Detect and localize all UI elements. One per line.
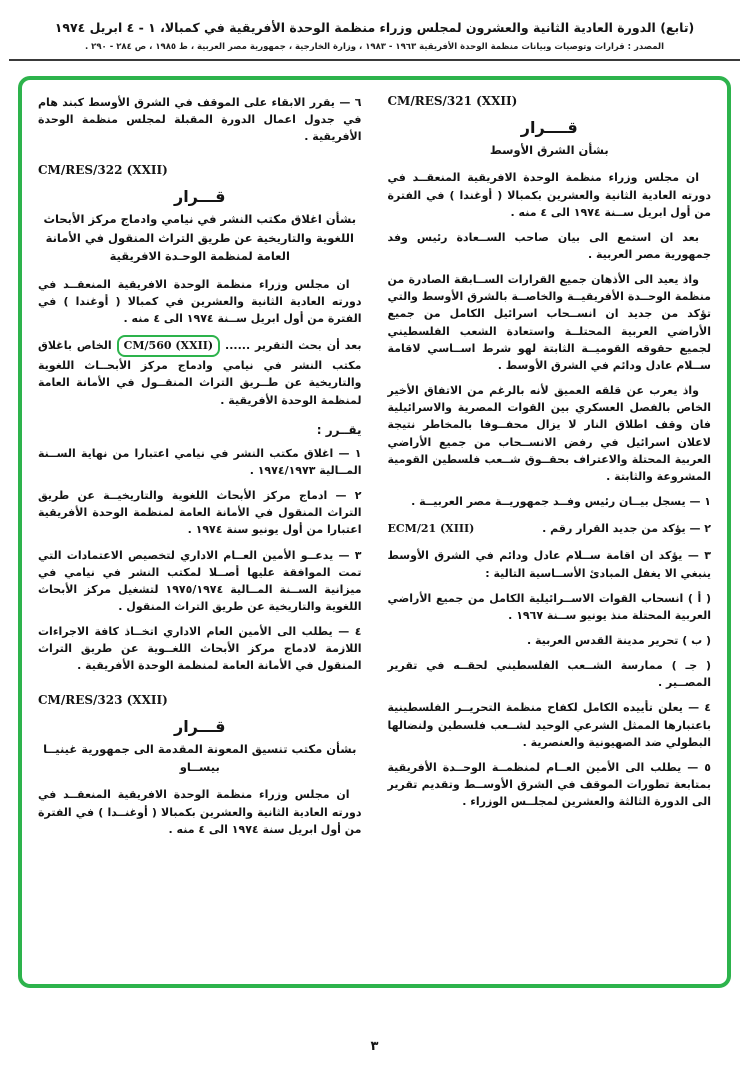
report-text-before: بعد أن بحث التقرير ...... — [225, 339, 362, 353]
source-citation: المصدر : قرارات وتوصيات وبيانات منظمة الوحدة الأفريقية ١٩٦٣ - ١٩٨٣ ، وزارة الخارجية ، جمهورية مصر العربية ، ط ١٩٨٥ ، ص ٢٨٤ - ٢٩٠ . — [84, 42, 665, 52]
res322-ref: CM/RES/322 (XXII) — [38, 163, 168, 178]
header-divider — [9, 59, 740, 61]
res321-ref: CM/RES/321 (XXII) — [387, 94, 518, 108]
res322-report-paragraph — [38, 335, 362, 409]
res322-decision-3: ٣ — يدعــو الأمين العــام الاداري لتخصيص الاعتمادات التي تمت الموافقة عليها أصــلا لمكتب النشر في نيامي في ميزانية الســنة المــالية ١٩٧٥/١٩٧٤ لتشغيل مركز الأبحاث اللغوية والتاريخية عن طريق التراث المنقول . — [38, 548, 362, 613]
res322-decision-2: ٢ — ادماج مركز الأبحاث اللغوية والتاريخيــة عن طريق التراث المنقول في الأمانة العامة لمنظمة الوحدة الأفريقية اعتبارا من أول يونيو سنة ١٩٧٤ . — [38, 489, 362, 537]
res321-item-3a: ( أ ) انسحاب القوات الاســرائيلية الكامل من جميع الأراضي العربية المحتلة منذ يونيو ســنة ١٩٦٧ . — [387, 591, 711, 622]
res321-concern-paragraph: واذ يعرب عن قلقه العميق لأنه بالرغم من الاتفاق الأخير الخاص بالفصل العسكري بين القوات المصرية والاسرائيلية فان وقف اطلاق النار لا يزال محفــوفا بالمخاطر نتيجة لاعلان اسرائيل في رفض الانســحاب من جميع الأراضي العربية المحتلة والاعتراف بحقــوق شــعب فلسطين القومية المشروعة والثابتة . — [387, 384, 711, 483]
ecm21-ref: ECM/21 (XIII) — [387, 522, 475, 536]
res321-item-5: ٥ — يطلب الى الأمين العــام لمنظمــة الوحــدة الأفريقية بمتابعة تطورات الموقف في الشرق الأوســط وتقديم تقرير الى الدورة الثالثة والعشرين لمجلــس الوزراء . — [387, 760, 711, 809]
res322-intro-paragraph: ان مجلس وزراء منظمة الوحدة الافريقية المنعقــد في دورته العادية الثانية والعشرين في كمبالا ( أوغندا ) في الفترة من أول ابريل ســنة ١٩٧٤ الى ٤ منه . — [38, 277, 362, 325]
res322-title: قـــرار — [173, 187, 226, 207]
right-column — [388, 94, 712, 846]
two-column-layout — [38, 94, 711, 846]
res321-item-3: ٣ — يؤكد ان اقامة ســلام عادل ودائم في الشرق الأوسط ينبغي الا يغفل المبادئ الأســاسية التالية : — [387, 549, 711, 580]
cm560-ref-highlight: CM/560 (XXII) — [117, 335, 221, 357]
item2-arabic-text: ٢ — يؤكد من جديد القرار رقم . — [542, 522, 711, 536]
res321-item-4: ٤ — يعلن تأييده الكامل لكفاح منظمة التحريــر الفلسطينية باعتبارها الممثل الشرعي الوحيد لشــعب فلسطين ولنضالها البطولي ضد الصهيونية والعنصرية . — [387, 701, 711, 749]
res321-item-6: ٦ — يقرر الابقاء على الموقف في الشرق الأوسط كبند هام في جدول اعمال الدورة المقبلة لمجلس منظمة الوحدة الأفريقية . — [38, 96, 362, 144]
res322-decision-1: ١ — اغلاق مكتب النشر في نيامي اعتبارا من نهاية الســنة المــالية ١٩٧٤/١٩٧٣ . — [38, 446, 362, 477]
page-footer — [0, 1035, 749, 1054]
res323-subtitle: بشأن مكتب تنسيق المعونة المقدمة الى جمهورية غينيــا بيســاو — [43, 741, 357, 774]
res322-decision-4: ٤ — يطلب الى الأمين العام الاداري اتخــاذ كافة الاجراءات اللازمة لادماج مركز الأبحاث اللغــوية عن طريق التراث المنقول في الأمانة العامة لمنظمة الوحدة الأفريقية . — [38, 625, 362, 673]
res321-title: قــــرار — [520, 118, 578, 137]
report-text-after: الخاص باغلاق مكتب النشر في نيامي وادماج مركز الأبحــاث اللغوية والتاريخية عن طــريق التراث المنقــول في الأمانة العامة لمنظمة الوحدة الأفريقية . — [38, 339, 362, 407]
res321-item-3c: ( جـ ) ممارسة الشــعب الفلسطيني لحقــه في تقرير المصــير . — [387, 659, 711, 690]
res322-decides-heading: يقــرر : — [316, 422, 362, 437]
res321-item-1: ١ — يسجل بيــان رئيس وفــد جمهوريــة مصر العربيــة . — [411, 495, 711, 509]
res323-intro-paragraph: ان مجلس وزراء منظمة الوحدة الافريقية المنعقــد في دورته العادية الثانية والعشرين بكمبالا ( أوغنــدا ) في الفترة من أول ابريل سنة ١٩٧٤ الى ٤ منه . — [38, 788, 362, 836]
session-title: (تابع) الدورة العادية الثانية والعشرون لمجلس وزراء منظمة الوحدة الأفريقية في كمبالا، ١ - ٤ ابريل ١٩٧٤ — [54, 20, 695, 35]
page-number: ٣ — [370, 1039, 379, 1054]
left-column — [38, 94, 362, 846]
res322-subtitle: بشأن اغلاق مكتب النشر في نيامي وادماج مركز الأبحاث اللغوية والتاريخية عن طريق التراث المنقول في الأمانة العامة لمنظمة الوحـدة الافريقية — [43, 212, 357, 264]
page-header — [0, 0, 749, 61]
res321-intro-paragraph: ان مجلس وزراء منظمة الوحدة الافريقية المنعقــد في دورته العادية الثانية والعشرين بكمبالا ( أوغندا ) في الفترة من أول ابريل ســنة ١٩٧٤ الى ٤ منه . — [387, 171, 711, 219]
res321-item-2 — [388, 520, 712, 537]
res321-subtitle: بشأن الشرق الأوسط — [489, 143, 609, 157]
green-border-box — [18, 76, 731, 988]
res321-recall-paragraph: واذ يعيد الى الأذهان جميع القرارات الســابقة الصادرة من منظمة الوحــدة الأفريقيــة والخاصــة بالشرق الأوسط والتي تؤكد من جديد ان انســحاب اسرائيل الكامل من جميع الأراضي العربية المحتلــة واستعادة الشعب الفلسطيني لجميع حقوقه القوميــة الثابتة لهو شرط اســاسي لاقامة ســلام عادل ودائم في الشرق الأوسط . — [387, 273, 711, 372]
res321-item-3b: ( ب ) تحرير مدينة القدس العربية . — [526, 633, 711, 647]
res321-listened-paragraph: بعد ان استمع الى بيان صاحب الســعادة رئيس وفد جمهورية مصر العربية . — [387, 230, 711, 262]
res323-title: قـــرار — [173, 716, 226, 736]
res323-ref: CM/RES/323 (XXII) — [38, 692, 168, 707]
